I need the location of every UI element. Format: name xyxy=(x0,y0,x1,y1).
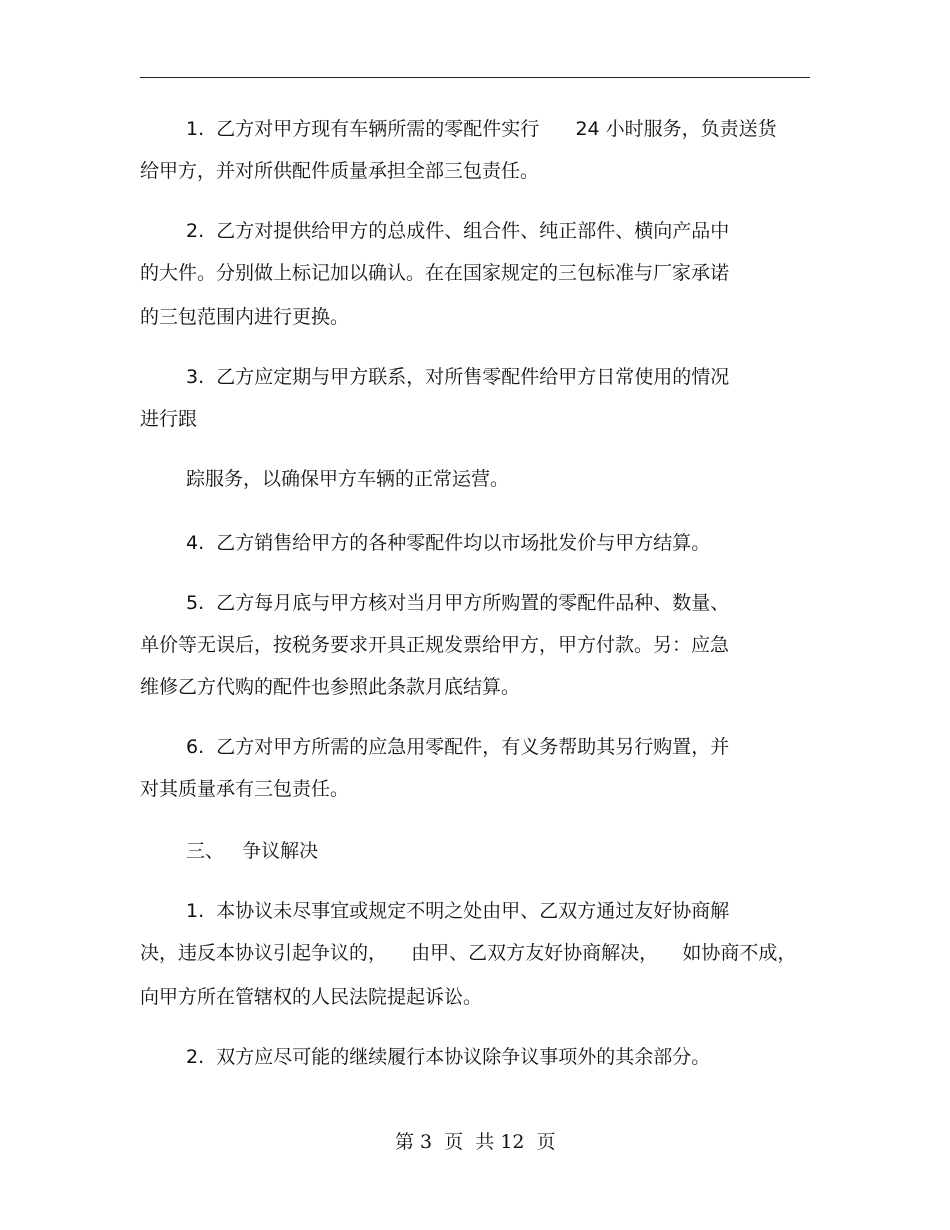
paragraph-7-line-3: 向甲方所在管辖权的人民法院提起诉讼。 xyxy=(140,986,483,1008)
section-heading: 三、 争议解决 xyxy=(186,840,319,862)
paragraph-6-line-1: 6. 乙方对甲方所需的应急用零配件，有义务帮助其另行购置，并 xyxy=(186,736,730,758)
paragraph-1-line-1: 1. 乙方对甲方现有车辆所需的零配件实行 24 小时服务，负责送货 xyxy=(186,118,777,140)
paragraph-5-line-1: 5. 乙方每月底与甲方核对当月甲方所购置的零配件品种、数量、 xyxy=(186,592,730,614)
header-rule xyxy=(140,77,810,78)
paragraph-2-line-1: 2. 乙方对提供给甲方的总成件、组合件、纯正部件、横向产品中 xyxy=(186,220,730,242)
paragraph-2-line-3: 的三包范围内进行更换。 xyxy=(140,306,350,328)
paragraph-3-line-3: 踪服务，以确保甲方车辆的正常运营。 xyxy=(186,468,510,490)
paragraph-2-line-2: 的大件。分别做上标记加以确认。在在国家规定的三包标准与厂家承诺 xyxy=(140,262,730,284)
paragraph-3-line-1: 3. 乙方应定期与甲方联系，对所售零配件给甲方日常使用的情况 xyxy=(186,366,730,388)
paragraph-8-line-1: 2. 双方应尽可能的继续履行本协议除争议事项外的其余部分。 xyxy=(186,1046,711,1068)
page-number-footer: 第 3 页 共 12 页 xyxy=(395,1131,556,1153)
paragraph-5-line-3: 维修乙方代购的配件也参照此条款月底结算。 xyxy=(140,676,521,698)
paragraph-1-line-2: 给甲方，并对所供配件质量承担全部三包责任。 xyxy=(140,160,540,182)
paragraph-5-line-2: 单价等无误后，按税务要求开具正规发票给甲方，甲方付款。另：应急 xyxy=(140,634,730,656)
paragraph-7-line-2: 决，违反本协议引起争议的， 由甲、乙双方友好协商解决， 如协商不成， xyxy=(140,942,797,964)
paragraph-6-line-2: 对其质量承有三包责任。 xyxy=(140,778,350,800)
paragraph-7-line-1: 1. 本协议未尽事宜或规定不明之处由甲、乙双方通过友好协商解 xyxy=(186,900,730,922)
paragraph-3-line-2: 进行跟 xyxy=(140,408,198,430)
paragraph-4-line-1: 4. 乙方销售给甲方的各种零配件均以市场批发价与甲方结算。 xyxy=(186,532,711,554)
